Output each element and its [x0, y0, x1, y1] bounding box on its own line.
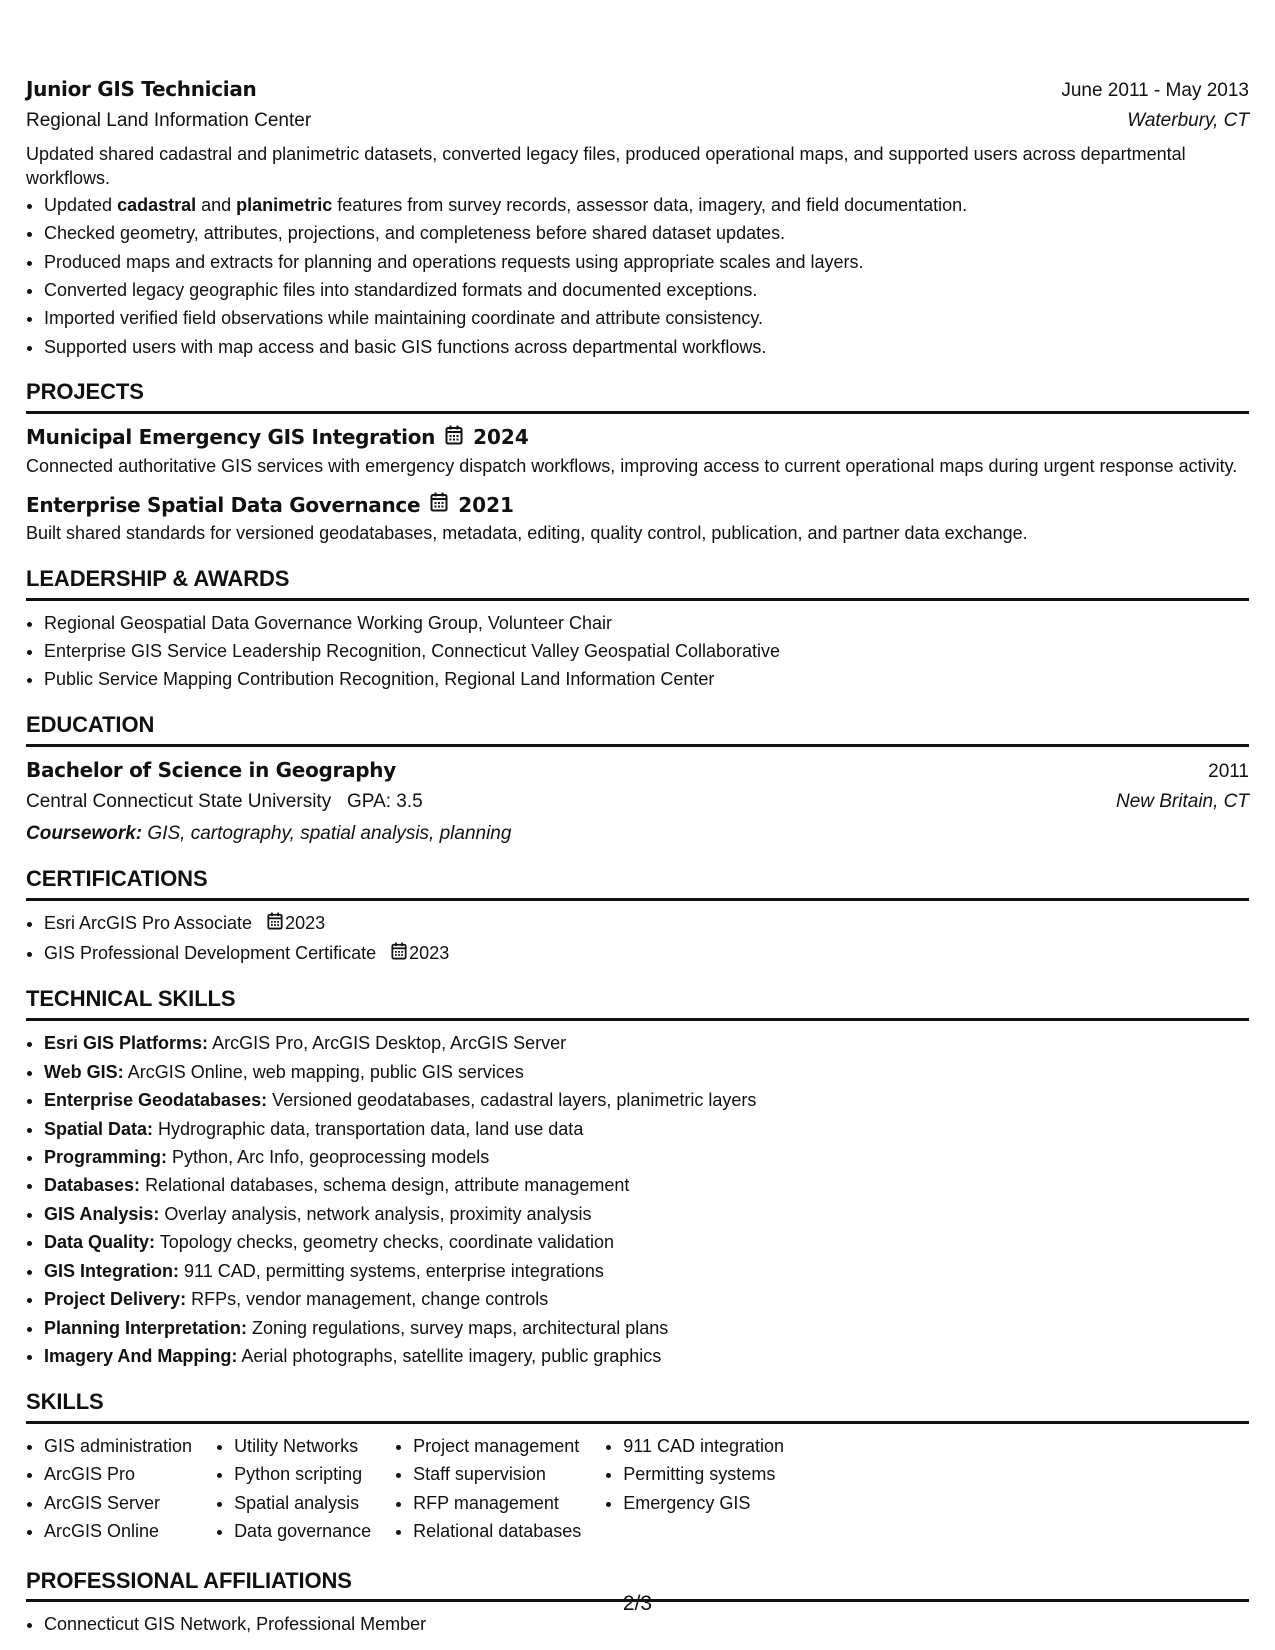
job-title: Junior GIS Technician: [26, 77, 257, 101]
list-item: • Supported users with map access and basic GIS functions across departmental workflows.: [44, 335, 1249, 359]
list-item: • GIS administration: [44, 1434, 192, 1458]
text: features from survey records, assessor data, imagery, and field documentation.: [332, 194, 968, 215]
job-bullets: [26, 193, 1249, 360]
skill-label: Data Quality:: [44, 1232, 156, 1253]
skill-value: Aerial photographs, satellite imagery, public graphics: [241, 1346, 662, 1367]
degree-title: Bachelor of Science in Geography: [26, 757, 396, 782]
project-year: 2021: [458, 492, 514, 517]
list-item: [44, 1145, 1249, 1169]
skill-label: Programming:: [44, 1146, 168, 1167]
project-title: Enterprise Spatial Data Governance: [26, 492, 421, 517]
list-item: [44, 1202, 1249, 1226]
list-item: [44, 1060, 1249, 1084]
skill-label: GIS Integration:: [44, 1260, 179, 1281]
certification-name: GIS Professional Development Certificate: [44, 942, 377, 963]
calendar-icon: [430, 492, 448, 518]
list-item: • Checked geometry, attributes, projections, and completeness before shared dataset updates.: [44, 221, 1249, 245]
skill-value: Hydrographic data, transportation data, land use data: [158, 1118, 584, 1139]
skill-value: Versioned geodatabases, cadastral layers, planimetric layers: [272, 1090, 757, 1111]
list-item: • ArcGIS Online: [44, 1519, 192, 1543]
skill-label: GIS Analysis:: [44, 1203, 160, 1224]
skill-value: 911 CAD, permitting systems, enterprise integrations: [184, 1260, 604, 1281]
skill-value: ArcGIS Online, web mapping, public GIS services: [127, 1061, 524, 1082]
list-item: [44, 1230, 1249, 1254]
list-item: [44, 193, 1249, 217]
bold-term: planimetric: [236, 194, 333, 215]
skill-label: Planning Interpretation:: [44, 1317, 248, 1338]
skill-label: Spatial Data:: [44, 1118, 154, 1139]
list-item: [44, 1173, 1249, 1197]
section-title-projects: PROJECTS: [26, 377, 1249, 414]
skill-label: Databases:: [44, 1175, 141, 1196]
skills-column: [26, 1434, 192, 1548]
section-title-affiliations: PROFESSIONAL AFFILIATIONS: [26, 1566, 1249, 1603]
job-dates: June 2011 - May 2013: [1061, 80, 1249, 101]
skill-label: Imagery And Mapping:: [44, 1346, 238, 1367]
school-name: Central Connecticut State University: [26, 790, 332, 812]
certifications-list: [26, 911, 1249, 966]
skill-value: Overlay analysis, network analysis, proximity analysis: [164, 1203, 592, 1224]
list-item: [44, 1031, 1249, 1055]
list-item: • Python scripting: [234, 1462, 371, 1486]
list-item: [44, 911, 1249, 936]
list-item: • Data governance: [234, 1519, 371, 1543]
list-item: • Public Service Mapping Contribution Recognition, Regional Land Information Center: [44, 667, 1249, 691]
list-item: • Imported verified field observations while maintaining coordinate and attribute consistency.: [44, 306, 1249, 330]
list-item: [44, 941, 1249, 966]
list-item: • ArcGIS Server: [44, 1491, 192, 1515]
skill-value: Topology checks, geometry checks, coordinate validation: [159, 1232, 614, 1253]
text: Updated: [44, 194, 118, 215]
list-item: [44, 1344, 1249, 1368]
list-item: • Relational databases: [413, 1519, 581, 1543]
list-item: • ArcGIS Pro: [44, 1462, 192, 1486]
list-item: [44, 1287, 1249, 1311]
bold-term: cadastral: [117, 194, 197, 215]
job-summary: Updated shared cadastral and planimetric datasets, converted legacy files, produced operational maps, and supported users across departmental workflows.: [26, 143, 1186, 189]
list-item: • 911 CAD integration: [623, 1434, 784, 1458]
list-item: • Converted legacy geographic files into standardized formats and documented exceptions.: [44, 278, 1249, 302]
education-location: New Britain, CT: [1115, 790, 1249, 812]
project-description: Built shared standards for versioned geodatabases, metadata, editing, quality control, publication, and partner data exchange.: [26, 523, 1028, 544]
skills-grid: [26, 1434, 1249, 1548]
calendar-icon: [445, 425, 463, 451]
skills-column: [395, 1434, 581, 1548]
list-item: [44, 1088, 1249, 1112]
skill-value: Relational databases, schema design, attribute management: [145, 1175, 630, 1196]
list-item: • Connecticut GIS Network, Professional Member: [44, 1612, 1249, 1636]
job-entry: [26, 76, 1249, 359]
certification-year: 2023: [285, 913, 326, 934]
certification-year: 2023: [409, 942, 450, 963]
section-title-education: EDUCATION: [26, 710, 1249, 747]
job-location: Waterbury, CT: [1127, 109, 1249, 131]
page-number: 2/3: [622, 1592, 653, 1615]
list-item: • Emergency GIS: [623, 1491, 784, 1515]
project-description: Connected authoritative GIS services with emergency dispatch workflows, improving access to current operational maps during urgent response activity.: [26, 455, 1238, 476]
list-item: [44, 1316, 1249, 1340]
skills-column: [216, 1434, 371, 1548]
calendar-icon: [267, 912, 283, 936]
list-item: [44, 1259, 1249, 1283]
list-item: • RFP management: [413, 1491, 581, 1515]
certification-name: Esri ArcGIS Pro Associate: [44, 913, 253, 934]
coursework: [26, 821, 1249, 847]
project-year: 2024: [473, 425, 529, 450]
skill-value: Zoning regulations, survey maps, architectural plans: [252, 1317, 669, 1338]
section-title-certifications: CERTIFICATIONS: [26, 864, 1249, 901]
list-item: • Produced maps and extracts for planning and operations requests using appropriate scales and layers.: [44, 250, 1249, 274]
leadership-list: [26, 611, 1249, 692]
list-item: • Regional Geospatial Data Governance Working Group, Volunteer Chair: [44, 611, 1249, 635]
skill-value: ArcGIS Pro, ArcGIS Desktop, ArcGIS Server: [212, 1033, 567, 1054]
project-entry: [26, 492, 1249, 546]
text: and: [196, 194, 237, 215]
section-title-technical-skills: TECHNICAL SKILLS: [26, 984, 1249, 1021]
skills-column: [605, 1434, 784, 1548]
skill-value: RFPs, vendor management, change controls: [191, 1289, 549, 1310]
list-item: [44, 1117, 1249, 1141]
gpa: GPA: 3.5: [347, 790, 423, 812]
skill-value: Python, Arc Info, geoprocessing models: [172, 1146, 490, 1167]
education-year: 2011: [1208, 760, 1249, 782]
section-title-skills: SKILLS: [26, 1387, 1249, 1424]
education-entry: [26, 757, 1249, 846]
job-company: Regional Land Information Center: [26, 109, 312, 131]
list-item: • Staff supervision: [413, 1462, 581, 1486]
coursework-value: GIS, cartography, spatial analysis, planning: [147, 822, 512, 844]
project-entry: [26, 424, 1249, 478]
list-item: • Utility Networks: [234, 1434, 371, 1458]
calendar-icon: [391, 942, 407, 966]
list-item: • Permitting systems: [623, 1462, 784, 1486]
skill-label: Esri GIS Platforms:: [44, 1033, 209, 1054]
coursework-label: Coursework:: [26, 822, 143, 844]
list-item: • Project management: [413, 1434, 581, 1458]
skill-label: Project Delivery:: [44, 1289, 187, 1310]
skill-label: Web GIS:: [44, 1061, 124, 1082]
list-item: • Spatial analysis: [234, 1491, 371, 1515]
project-title: Municipal Emergency GIS Integration: [26, 425, 436, 450]
section-title-leadership: LEADERSHIP & AWARDS: [26, 564, 1249, 601]
skill-label: Enterprise Geodatabases:: [44, 1090, 268, 1111]
list-item: • Enterprise GIS Service Leadership Recognition, Connecticut Valley Geospatial Collaborative: [44, 639, 1249, 663]
technical-skills-list: [26, 1031, 1249, 1369]
